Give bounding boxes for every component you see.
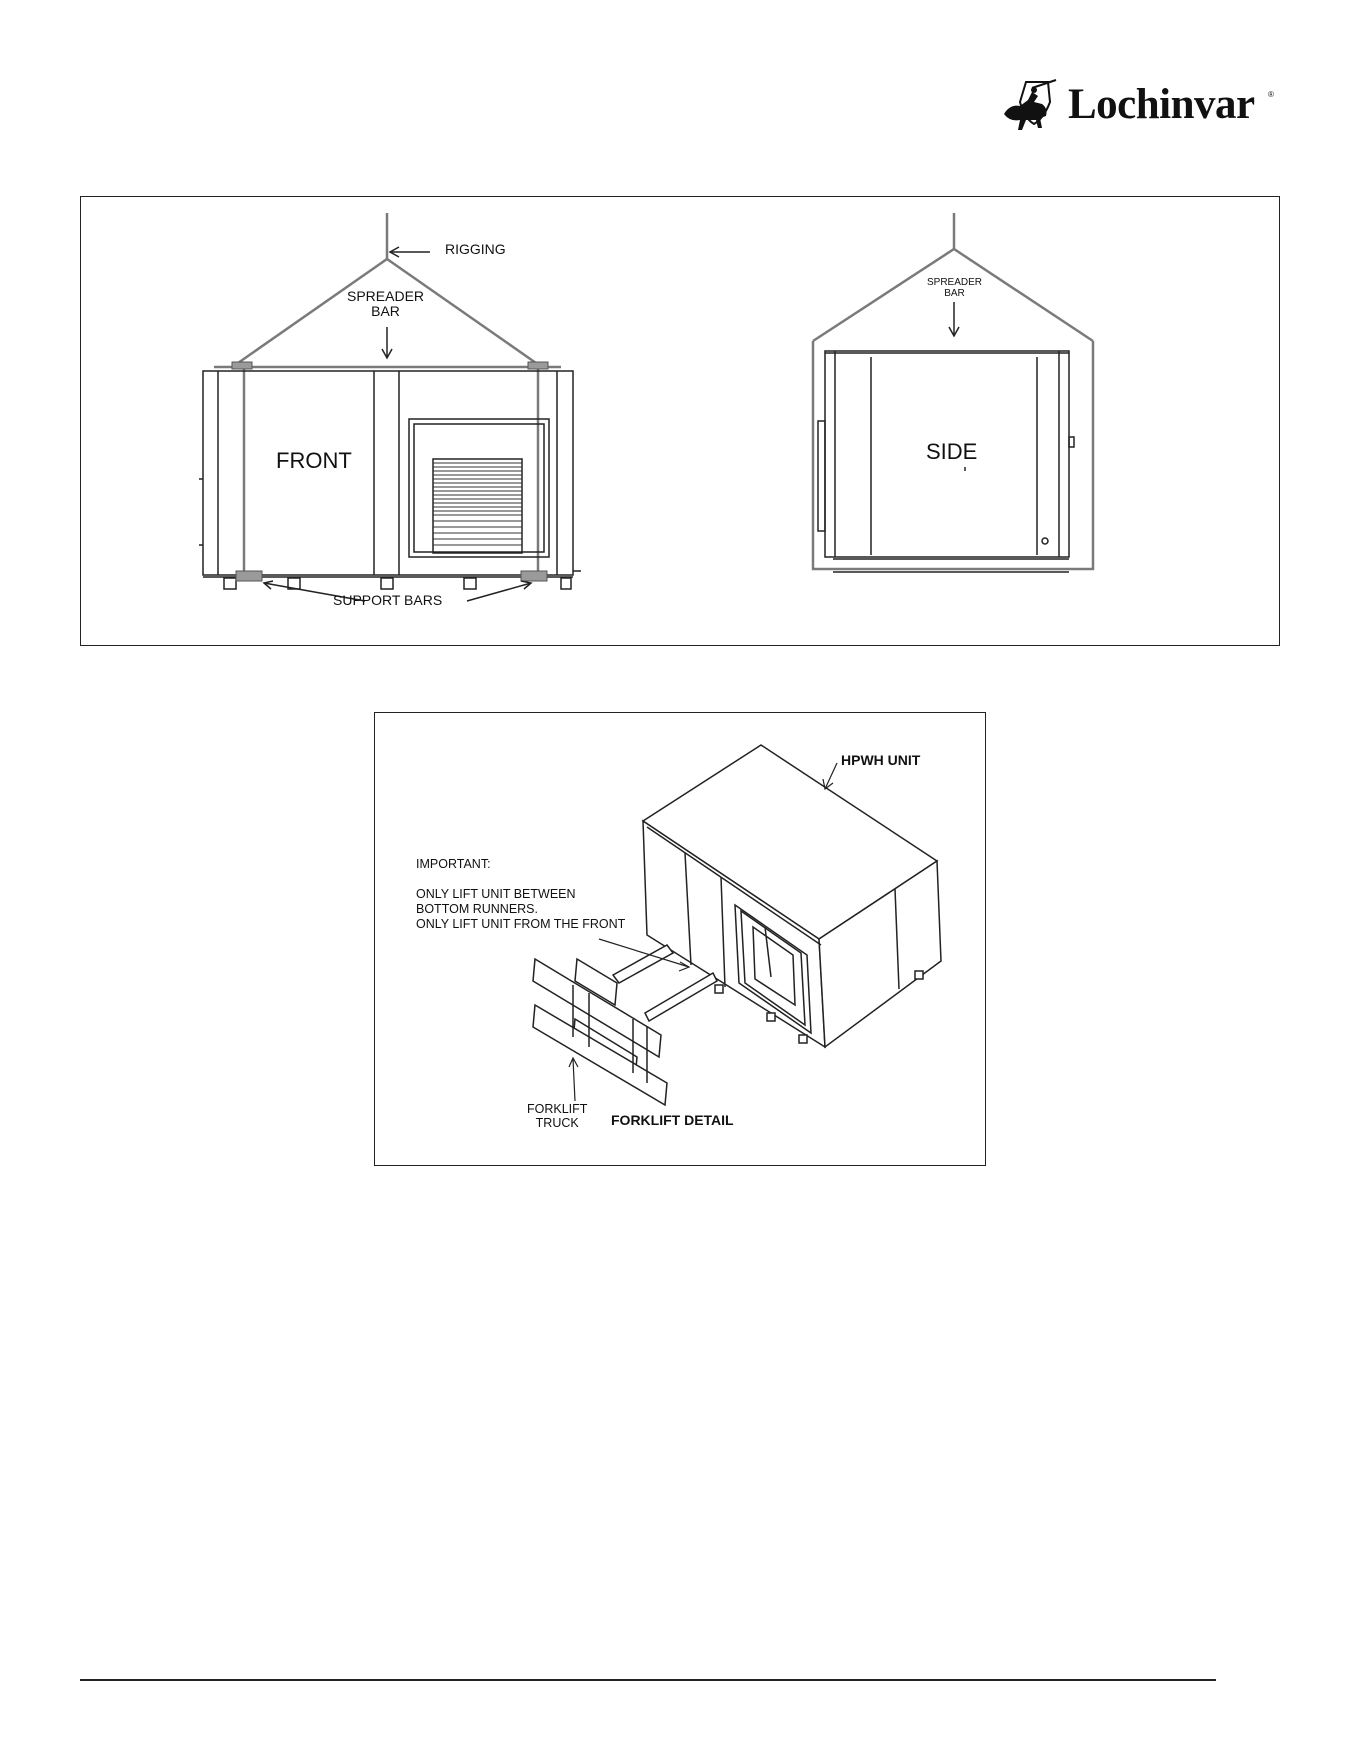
rigging-drawing (81, 197, 1279, 645)
brand-name: Lochinvar (1068, 81, 1255, 128)
hpwh-unit-label: HPWH UNIT (841, 752, 921, 768)
forklift-drawing (375, 713, 985, 1165)
front-unit (199, 371, 581, 589)
forklift-truck-label: FORKLIFT TRUCK (527, 1102, 588, 1130)
forklift-figure (374, 712, 986, 1166)
side-rigging-lines (813, 213, 1093, 569)
forklift-truck-drawing (533, 945, 717, 1105)
important-label: IMPORTANT: (416, 857, 491, 871)
important-note: ONLY LIFT UNIT BETWEEN BOTTOM RUNNERS. ONLY LIFT UNIT FROM THE FRONT (416, 887, 626, 931)
rigging-figure (80, 196, 1280, 646)
lochinvar-logo (996, 78, 1276, 134)
rigging-label: RIGGING (445, 241, 506, 257)
front-rigging-lines (214, 213, 561, 579)
front-grille-louvers (433, 463, 522, 545)
forklift-detail-label: FORKLIFT DETAIL (611, 1112, 734, 1128)
front-label: FRONT (276, 448, 352, 473)
side-label: SIDE (926, 439, 978, 464)
knight-on-horse-icon (996, 78, 1066, 134)
registered-mark: ® (1268, 90, 1274, 99)
spreader-bar-label-side: SPREADER BAR (927, 277, 983, 299)
side-arrow (949, 302, 959, 336)
spreader-bar-label-front: SPREADER BAR (347, 288, 425, 320)
hpwh-unit-drawing (643, 745, 941, 1047)
support-bars-label: SUPPORT BARS (333, 592, 443, 608)
footer-rule (80, 1679, 1216, 1681)
